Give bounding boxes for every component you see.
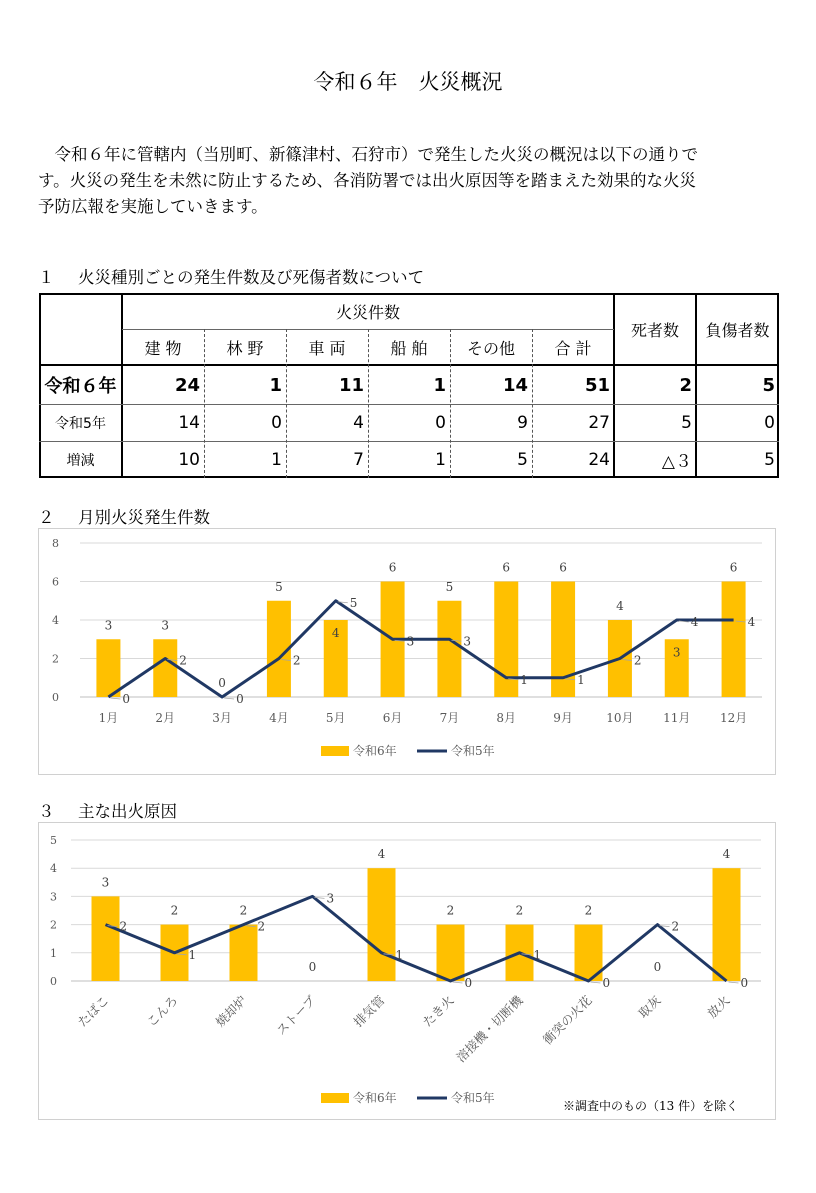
table-cell: 0 xyxy=(271,412,282,433)
table-cell: 1 xyxy=(271,449,282,470)
fire-summary-table xyxy=(39,293,779,478)
bar-data-label: 5 xyxy=(445,579,454,594)
bar-data-label: 0 xyxy=(308,960,317,974)
legend-label: 令和5年 xyxy=(451,744,495,758)
x-category-label: たばこ xyxy=(74,992,112,1030)
x-category-label: 12月 xyxy=(719,711,748,725)
row-label: 令和６年 xyxy=(44,376,117,397)
col-header: 林 野 xyxy=(226,338,264,358)
y-tick-label: 6 xyxy=(52,575,59,589)
row-label: 増減 xyxy=(66,452,95,469)
x-category-label: 排気管 xyxy=(350,992,388,1030)
section-number: １ xyxy=(38,268,55,287)
intro-line: 令和６年に管轄内（当別町、新篠津村、石狩市）で発生した火災の概況は以下の通りで xyxy=(38,145,698,164)
y-tick-label: 4 xyxy=(52,614,59,627)
legend-label: 令和6年 xyxy=(353,1091,397,1105)
legend-label: 令和5年 xyxy=(451,1091,495,1105)
table-cell: △３ xyxy=(661,452,692,472)
y-tick-label: 2 xyxy=(50,918,57,932)
intro-paragraph xyxy=(38,142,783,220)
bar-data-label: 3 xyxy=(672,645,681,660)
cause-chart-svg xyxy=(39,823,775,1119)
col-header: その他 xyxy=(466,338,515,358)
x-category-label: 11月 xyxy=(663,711,691,725)
monthly-chart-svg xyxy=(39,529,775,774)
line-data-label: 1 xyxy=(188,947,197,962)
section-heading-fire-types xyxy=(38,264,424,288)
col-header: 船 舶 xyxy=(390,338,428,358)
table-border xyxy=(39,293,41,478)
x-category-label: 取灰 xyxy=(635,992,664,1021)
y-tick-label: 2 xyxy=(52,652,59,666)
table-cell: 14 xyxy=(178,412,200,433)
x-category-label: 焼却炉 xyxy=(212,992,250,1030)
bar-data-label: 3 xyxy=(104,618,113,633)
table-cell: 0 xyxy=(764,412,775,433)
bar-data-label: 4 xyxy=(377,847,386,862)
x-category-label: 放火 xyxy=(704,992,733,1021)
col-header: 車 両 xyxy=(308,338,346,358)
bar xyxy=(713,868,741,981)
table-border xyxy=(39,441,779,442)
bar xyxy=(368,868,396,981)
table-border xyxy=(777,293,779,478)
line-data-label: 1 xyxy=(533,947,542,962)
y-tick-label: 0 xyxy=(52,691,59,704)
bar-data-label: 4 xyxy=(331,626,340,640)
col-header: 建 物 xyxy=(144,338,182,358)
table-border xyxy=(39,293,779,295)
line-data-label: 2 xyxy=(633,653,642,668)
x-category-label: 7月 xyxy=(439,711,460,725)
y-tick-label: 3 xyxy=(50,890,57,904)
x-category-label: こんろ xyxy=(143,992,181,1030)
deaths-header: 死者数 xyxy=(630,320,679,340)
line-data-label: 2 xyxy=(671,919,680,934)
x-category-label: 1月 xyxy=(98,711,119,725)
bar xyxy=(153,639,177,697)
injuries-header: 負傷者数 xyxy=(705,320,770,340)
chart-note: ※調査中のもの（13 件）を除く xyxy=(563,1099,739,1113)
line-data-label: 4 xyxy=(747,615,756,629)
x-category-label: 5月 xyxy=(325,711,346,725)
table-divider xyxy=(368,329,369,478)
x-category-label: 9月 xyxy=(553,711,573,725)
y-tick-label: 1 xyxy=(50,946,57,960)
x-category-label: 3月 xyxy=(212,711,232,725)
data-label-leader xyxy=(591,982,601,983)
table-divider xyxy=(532,329,533,478)
y-tick-label: 4 xyxy=(50,862,57,876)
section-title: 主な出火原因 xyxy=(78,802,177,821)
bar-data-label: 6 xyxy=(502,560,511,575)
row-label: 令和5年 xyxy=(55,415,106,432)
line-data-label: 0 xyxy=(464,976,473,990)
x-category-label: たき火 xyxy=(419,992,457,1030)
line-data-label: 2 xyxy=(257,919,266,934)
legend-swatch-bar xyxy=(321,746,349,756)
table-cell: 1 xyxy=(435,449,446,470)
line-data-label: 2 xyxy=(179,653,187,668)
x-category-label: 溶接機・切断機 xyxy=(453,992,526,1066)
data-label-leader xyxy=(729,982,739,983)
line-data-label: 4 xyxy=(690,615,699,629)
intro-line: す。火災の発生を未然に防止するため、各消防署では出火原因等を踏まえた効果的な火災 xyxy=(38,171,697,190)
table-border xyxy=(39,404,779,405)
intro-line: 予防広報を実施していきます。 xyxy=(38,197,268,216)
table-cell: 51 xyxy=(584,374,610,396)
fire-cause-chart xyxy=(38,822,776,1120)
x-category-label: 衝突の火花 xyxy=(539,992,595,1048)
line-data-label: 1 xyxy=(395,947,404,962)
table-border xyxy=(39,364,779,366)
line-data-label: 0 xyxy=(740,976,749,990)
section-number: ３ xyxy=(38,802,55,821)
bar-data-label: 0 xyxy=(653,960,662,974)
table-cell: 7 xyxy=(353,449,364,470)
bar xyxy=(722,582,746,698)
table-cell: 0 xyxy=(435,412,446,433)
line-data-label: 2 xyxy=(119,919,128,934)
line-data-label: 1 xyxy=(577,672,585,687)
legend-label: 令和6年 xyxy=(353,744,397,758)
bar-data-label: 6 xyxy=(729,560,738,575)
table-cell: 24 xyxy=(174,374,200,396)
bar-data-label: 5 xyxy=(275,579,283,594)
bar-data-label: 2 xyxy=(239,903,248,918)
page-title: 令和６年 火災概況 xyxy=(313,70,503,94)
line-series xyxy=(106,896,727,981)
bar-data-label: 0 xyxy=(218,676,226,690)
monthly-fire-chart xyxy=(38,528,776,775)
y-tick-label: 0 xyxy=(50,975,57,988)
group-header: 火災件数 xyxy=(335,302,400,322)
bar xyxy=(437,601,461,697)
bar xyxy=(437,925,465,981)
table-cell: 9 xyxy=(517,412,528,433)
data-label-leader xyxy=(110,698,120,699)
bar-data-label: 3 xyxy=(161,618,170,633)
data-label-leader xyxy=(224,698,234,699)
x-category-label: 6月 xyxy=(382,711,403,725)
x-category-label: ストーブ xyxy=(273,992,319,1039)
section-heading-monthly xyxy=(38,504,210,528)
line-data-label: 0 xyxy=(602,976,611,990)
bar-data-label: 6 xyxy=(559,560,567,575)
table-divider xyxy=(204,329,205,478)
x-category-label: 10月 xyxy=(606,711,634,725)
table-cell: 1 xyxy=(269,374,282,396)
line-data-label: 3 xyxy=(463,634,472,649)
bar xyxy=(230,925,258,981)
bar-data-label: 2 xyxy=(170,903,179,918)
line-data-label: 0 xyxy=(122,692,131,706)
table-cell: 27 xyxy=(588,412,610,433)
line-series xyxy=(108,601,733,697)
line-data-label: 1 xyxy=(520,672,528,687)
line-data-label: 5 xyxy=(349,595,358,610)
section-heading-causes xyxy=(38,798,177,822)
col-header: 合 計 xyxy=(554,338,592,358)
bar xyxy=(96,639,120,697)
line-data-label: 3 xyxy=(406,634,415,649)
table-cell: 5 xyxy=(517,449,528,470)
bar-data-label: 2 xyxy=(446,903,455,918)
bar-data-label: 4 xyxy=(722,847,731,862)
table-divider xyxy=(286,329,287,478)
table-cell: 14 xyxy=(502,374,528,396)
x-category-label: 2月 xyxy=(155,711,176,725)
table-cell: 4 xyxy=(353,412,364,433)
bar-data-label: 3 xyxy=(101,875,110,890)
y-tick-label: 5 xyxy=(50,834,57,847)
line-data-label: 3 xyxy=(326,891,335,906)
table-cell: 1 xyxy=(433,374,446,396)
table-divider xyxy=(450,329,451,478)
line-data-label: 0 xyxy=(236,692,244,706)
bar-data-label: 2 xyxy=(584,903,593,918)
table-cell: 5 xyxy=(762,374,775,396)
y-tick-label: 8 xyxy=(52,537,59,550)
line-data-label: 2 xyxy=(292,653,301,668)
table-border xyxy=(39,476,779,478)
section-title: 月別火災発生件数 xyxy=(78,508,210,527)
section-number: ２ xyxy=(38,508,55,527)
table-cell: 24 xyxy=(588,449,610,470)
legend-swatch-bar xyxy=(321,1093,349,1103)
table-cell: 5 xyxy=(764,449,775,470)
section-title: 火災種別ごとの発生件数及び死傷者数について xyxy=(78,268,425,287)
table-cell: 2 xyxy=(679,374,692,396)
bar-data-label: 4 xyxy=(616,599,624,613)
table-border xyxy=(695,293,697,478)
table-cell: 11 xyxy=(338,374,364,396)
data-label-leader xyxy=(453,982,463,983)
x-category-label: 8月 xyxy=(496,711,517,725)
table-border xyxy=(613,293,615,478)
bar-data-label: 2 xyxy=(515,903,524,918)
x-category-label: 4月 xyxy=(269,711,289,725)
table-cell: 10 xyxy=(178,449,200,470)
table-border xyxy=(121,293,123,478)
bar xyxy=(92,896,120,981)
bar-data-label: 6 xyxy=(388,560,397,575)
table-cell: 5 xyxy=(681,412,692,433)
